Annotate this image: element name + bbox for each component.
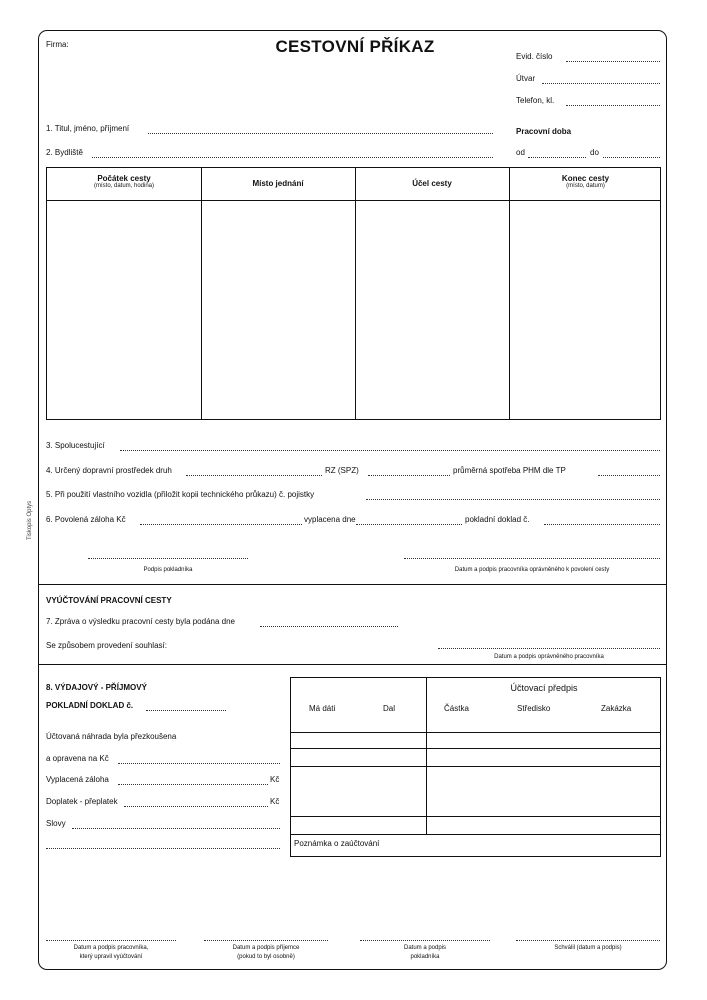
- do-label: do: [590, 148, 599, 157]
- doplatek-label: Doplatek - přeplatek: [46, 797, 118, 806]
- zaloha-field[interactable]: [140, 524, 302, 525]
- pojistka-field[interactable]: [366, 499, 660, 500]
- trip-col-place-title: Místo jednání: [252, 179, 304, 188]
- pokladni-doklad-field[interactable]: [544, 524, 660, 525]
- od-field[interactable]: [528, 157, 586, 158]
- signature-caption-1: [46, 944, 176, 962]
- trip-col-end-title: Konec cesty: [561, 174, 610, 183]
- zprava-label: 7. Zpráva o výsledku pracovní cesty byla podána dne: [46, 617, 235, 626]
- souhlas-signature-caption: Datum a podpis oprávněného pracovníka: [494, 654, 604, 660]
- rz-label: RZ (SPZ): [325, 466, 359, 475]
- signature-caption-line: (pokud to byl osobně): [237, 954, 295, 960]
- trip-col-end-subtitle: (místo, datum): [566, 183, 605, 189]
- trip-col-place: [201, 179, 355, 188]
- ucet-col-dal: Dal: [383, 704, 396, 713]
- spotreba-field[interactable]: [598, 475, 660, 476]
- ucetni-predpis-title: Účtovací předpis: [510, 683, 578, 693]
- od-label: od: [516, 148, 525, 157]
- vyplacena-field[interactable]: [356, 524, 462, 525]
- ucet-entries-right[interactable]: [427, 732, 662, 834]
- signature-caption-4: [516, 944, 660, 953]
- opravena-label: a opravena na Kč: [46, 754, 109, 763]
- ucet-col-zakazka: Zakázka: [601, 704, 632, 713]
- firma-label: Firma:: [46, 40, 69, 49]
- trip-table-divider: [355, 168, 356, 419]
- ucet-col-stredisko: Středisko: [517, 704, 551, 713]
- trip-cell-start[interactable]: [49, 202, 199, 418]
- section-divider: [38, 584, 667, 585]
- signature-caption-3: [360, 944, 490, 962]
- utvar-field[interactable]: [542, 83, 660, 84]
- trip-cell-end[interactable]: [511, 202, 659, 418]
- jmeno-field[interactable]: [148, 133, 493, 134]
- vlastni-vozidlo-label: 5. Při použití vlastního vozidla (přiložit kopii technického průkazu) č. pojistky: [46, 490, 315, 499]
- signature-caption-line: Datum a podpis: [403, 945, 447, 951]
- trip-col-purpose: [355, 179, 509, 188]
- vydajovy-heading: 8. VÝDAJOVÝ - PŘÍJMOVÝ: [46, 683, 147, 692]
- podpis-pokladnika-caption: Podpis pokladníka: [143, 567, 193, 573]
- dopravni-prostredek-field[interactable]: [186, 475, 322, 476]
- trip-col-start-subtitle: (místo, datum, hodina): [93, 183, 155, 189]
- evid-field[interactable]: [566, 61, 660, 62]
- zprava-field[interactable]: [260, 626, 398, 627]
- vyuctovani-heading: VYÚČTOVÁNÍ PRACOVNÍ CESTY: [46, 596, 172, 605]
- ucet-row-line: [291, 834, 660, 835]
- ucet-col-ma-dati: Má dáti: [309, 704, 336, 713]
- trip-table-header-line: [47, 200, 660, 201]
- slovy-field-2[interactable]: [46, 848, 280, 849]
- trip-table-divider: [201, 168, 202, 419]
- pokladni-doklad-number-field[interactable]: [146, 710, 226, 711]
- bydliste-label: 2. Bydliště: [46, 148, 83, 157]
- spolucestujici-field[interactable]: [120, 450, 660, 451]
- vyplacena-zaloha-field[interactable]: [118, 784, 268, 785]
- trip-col-start: [47, 174, 201, 190]
- spotreba-label: průměrná spotřeba PHM dle TP: [453, 466, 566, 475]
- trip-cell-purpose[interactable]: [357, 202, 507, 418]
- signature-caption-line: který upravil vyúčtování: [79, 954, 143, 960]
- trip-col-purpose-title: Účel cesty: [412, 179, 452, 188]
- trip-col-start-title: Počátek cesty: [97, 174, 151, 183]
- spolucestujici-label: 3. Spolucestující: [46, 441, 105, 450]
- rz-field[interactable]: [368, 475, 450, 476]
- signature-line[interactable]: [204, 940, 328, 941]
- zaloha-label: 6. Povolená záloha Kč: [46, 515, 126, 524]
- signature-line[interactable]: [516, 940, 660, 941]
- podpis-pokladnika-line[interactable]: [88, 558, 248, 559]
- doplatek-field[interactable]: [124, 806, 268, 807]
- signature-caption-line: Datum a podpis pracovníka,: [73, 945, 149, 951]
- trip-table-divider: [509, 168, 510, 419]
- vyplacena-label: vyplacena dne: [304, 515, 356, 524]
- evid-label: Evid. číslo: [516, 52, 553, 61]
- ucet-col-castka: Částka: [444, 704, 469, 713]
- slovy-field[interactable]: [72, 828, 280, 829]
- signature-line[interactable]: [360, 940, 490, 941]
- dopravni-prostredek-label: 4. Určený dopravní prostředek druh: [46, 466, 172, 475]
- vyplacena-zaloha-label: Vyplacená záloha: [46, 775, 109, 784]
- jmeno-label: 1. Titul, jméno, příjmení: [46, 124, 130, 133]
- trip-table: [46, 167, 661, 420]
- souhlas-label: Se způsobem provedení souhlasí:: [46, 641, 167, 650]
- bydliste-field[interactable]: [92, 157, 493, 158]
- ucet-entries-left[interactable]: [291, 732, 426, 834]
- pracovni-doba-label: Pracovní doba: [516, 127, 572, 136]
- signature-caption-line: Datum a podpis příjemce: [232, 945, 300, 951]
- poznamka-label: Poznámka o zaúčtování: [294, 839, 380, 848]
- souhlas-signature-line[interactable]: [438, 648, 660, 649]
- kc-label: Kč: [270, 797, 280, 806]
- slovy-label: Slovy: [46, 819, 66, 828]
- telefon-field[interactable]: [566, 105, 660, 106]
- signature-line[interactable]: [46, 940, 176, 941]
- page-title: CESTOVNÍ PŘÍKAZ: [275, 37, 435, 56]
- side-print-text: Tiskopis Optys: [27, 500, 33, 540]
- trip-cell-place[interactable]: [203, 202, 353, 418]
- ucetni-predpis-table: [290, 677, 661, 857]
- signature-caption-line: Schválil (datum a podpis): [554, 945, 622, 951]
- pokladni-doklad-label: pokladní doklad č.: [465, 515, 530, 524]
- nahrada-label: Účtovaná náhrada byla přezkoušena: [46, 732, 177, 741]
- pokladni-doklad-heading: POKLADNÍ DOKLAD č.: [46, 701, 134, 710]
- podpis-opravneneho-caption: Datum a podpis pracovníka oprávněného k povolení cesty: [454, 567, 610, 573]
- podpis-opravneneho-line[interactable]: [404, 558, 660, 559]
- opravena-field[interactable]: [118, 763, 280, 764]
- telefon-label: Telefon, kl.: [516, 96, 555, 105]
- signature-caption-line: pokladníka: [410, 954, 440, 960]
- do-field[interactable]: [603, 157, 660, 158]
- signature-caption-2: [204, 944, 328, 962]
- kc-label: Kč: [270, 775, 280, 784]
- utvar-label: Útvar: [516, 74, 536, 83]
- section-divider: [38, 664, 667, 665]
- trip-col-end: [509, 174, 662, 190]
